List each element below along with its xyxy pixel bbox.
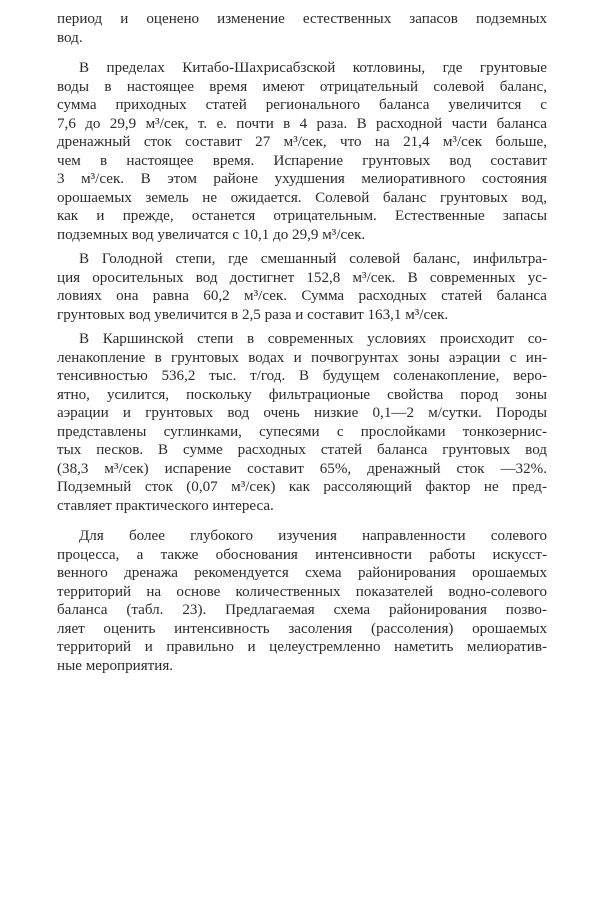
paragraph-karshi-steppe	[57, 330, 547, 515]
text-line: ятно, усилится, поскольку фильтрационые свойства пород зоны	[57, 386, 547, 403]
text-line: территорий на основе количественных показателей водно-солевого	[57, 583, 547, 600]
text-line: 3 м³/сек. В этом районе ухудшения мелиоративного состояния	[57, 171, 547, 187]
text-line: тенсивностью 536,2 тыс. т/год. В будущем соленакопление, веро-	[57, 368, 547, 384]
text-line: 7,6 до 29,9 м³/сек, т. е. почти в 4 раза. В расходной части баланса	[57, 115, 547, 132]
text-line: ставляет практического интереса.	[57, 497, 274, 514]
text-line: Для более глубокого изучения направленности солевого	[79, 528, 547, 544]
text-line: период и оценено изменение естественных запасов подземных	[57, 11, 547, 27]
text-line: чем в настоящее время. Испарение грунтовых вод составит	[57, 152, 547, 169]
text-line: баланса (табл. 23). Предлагаемая схема районирования позво-	[57, 602, 547, 618]
text-line: ляет оценить интенсивность засоления (рассоления) орошаемых	[57, 620, 547, 637]
paragraph-kitab-shahrisabz	[57, 59, 547, 244]
text-line: ловиях она равна 60,2 м³/сек. Сумма расходных статей баланса	[57, 288, 547, 304]
text-line: венного дренажа рекомендуется схема районирования орошаемых	[57, 565, 547, 581]
text-line: Подземный сток (0,07 м³/сек) как рассоляющий фактор не пред-	[57, 479, 547, 495]
text-line: воды в настоящее время имеют отрицательный солевой баланс,	[57, 78, 547, 95]
text-line: дренажный сток составит 27 м³/сек, что на 21,4 м³/сек больше,	[57, 134, 547, 150]
text-line: ция оросительных вод достигнет 152,8 м³/сек. В современных ус-	[57, 269, 547, 286]
text-line: (38,3 м³/сек) испарение составит 65%, дренажный сток —32%.	[57, 460, 547, 477]
text-line: процесса, а также обоснования интенсивности работы искусст-	[57, 546, 547, 563]
text-line: тых песков. В сумме расходных статей баланса грунтовых вод	[57, 442, 547, 458]
paragraph-zoning-scheme	[57, 527, 547, 675]
document-page	[57, 10, 547, 675]
text-line: В Голодной степи, где смешанный солевой баланс, инфильтра-	[79, 251, 547, 267]
text-line: В Каршинской степи в современных условиях происходит со-	[79, 331, 547, 347]
text-line: как и прежде, останется отрицательным. Естественные запасы	[57, 208, 547, 224]
text-line: орошаемых земель не ожидается. Солевой баланс грунтовых вод,	[57, 189, 547, 206]
text-line: представлены суглинками, супесями с прослойками тонкозернис-	[57, 423, 547, 440]
text-line: сумма приходных статей регионального баланса увеличится с	[57, 97, 547, 113]
text-line: вод.	[57, 29, 83, 46]
text-line: ные мероприятия.	[57, 657, 174, 674]
paragraph-golodnaya-steppe	[57, 250, 547, 324]
text-line: грунтовых вод увеличится в 2,5 раза и составит 163,1 м³/сек.	[57, 306, 449, 323]
text-line: подземных вод увеличатся с 10,1 до 29,9 м³/сек.	[57, 226, 366, 243]
text-line: ленакопление в грунтовых водах и почвогрунтах зоны аэрации с ин-	[57, 349, 547, 366]
paragraph-continuation	[57, 10, 547, 47]
text-line: территорий и правильно и целеустремленно наметить мелиоратив-	[57, 639, 547, 655]
text-line: В пределах Китабо-Шахрисабзской котловины, где грунтовые	[79, 60, 547, 76]
text-line: аэрации и грунтовых вод очень низкие 0,1—2 м/сутки. Породы	[57, 405, 547, 421]
